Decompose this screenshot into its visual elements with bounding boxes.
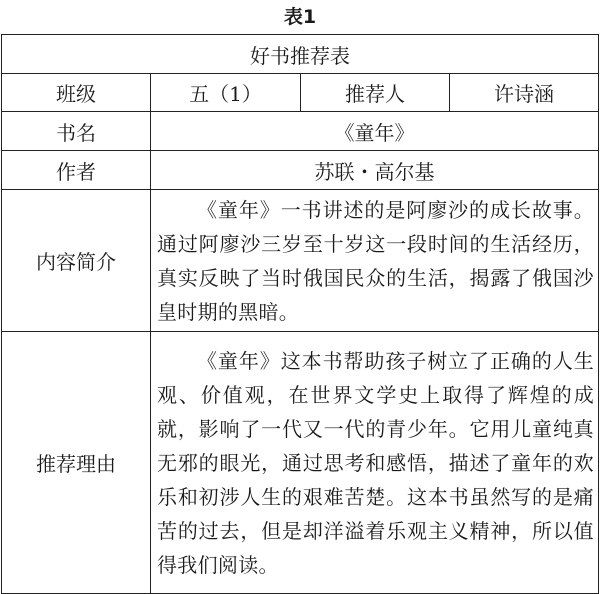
class-label: 班级 bbox=[2, 74, 151, 112]
author-value: 苏联・高尔基 bbox=[151, 151, 599, 190]
table-title: 好书推荐表 bbox=[2, 35, 599, 74]
summary-text: 《童年》一书讲述的是阿廖沙的成长故事。通过阿廖沙三岁至十岁这一段时间的生活经历，真实反映了当时俄国民众的生活，揭露了俄国沙皇时期的黑暗。 bbox=[151, 190, 599, 332]
reason-row bbox=[2, 332, 599, 594]
summary-label: 内容简介 bbox=[2, 190, 151, 332]
author-row bbox=[2, 151, 599, 190]
reason-text: 《童年》这本书帮助孩子树立了正确的人生观、价值观，在世界文学史上取得了辉煌的成就，影响了一代又一代的青少年。它用儿童纯真无邪的眼光，通过思考和感悟，描述了童年的欢乐和初涉人生的艰难苦楚。这本书虽然写的是痛苦的过去，但是却洋溢着乐观主义精神，所以值得我们阅读。 bbox=[151, 332, 599, 594]
author-label: 作者 bbox=[2, 151, 151, 190]
book-label: 书名 bbox=[2, 112, 151, 151]
table-caption: 表1 bbox=[283, 6, 317, 28]
book-value: 《童年》 bbox=[151, 112, 599, 151]
title-row bbox=[2, 35, 599, 74]
book-row bbox=[2, 112, 599, 151]
summary-row bbox=[2, 190, 599, 332]
recommender-value: 许诗涵 bbox=[450, 74, 599, 112]
class-value: 五（1） bbox=[151, 74, 301, 112]
reason-label: 推荐理由 bbox=[2, 332, 151, 594]
book-recommendation-table bbox=[1, 34, 599, 594]
recommender-label: 推荐人 bbox=[301, 74, 450, 112]
class-row bbox=[2, 74, 599, 112]
